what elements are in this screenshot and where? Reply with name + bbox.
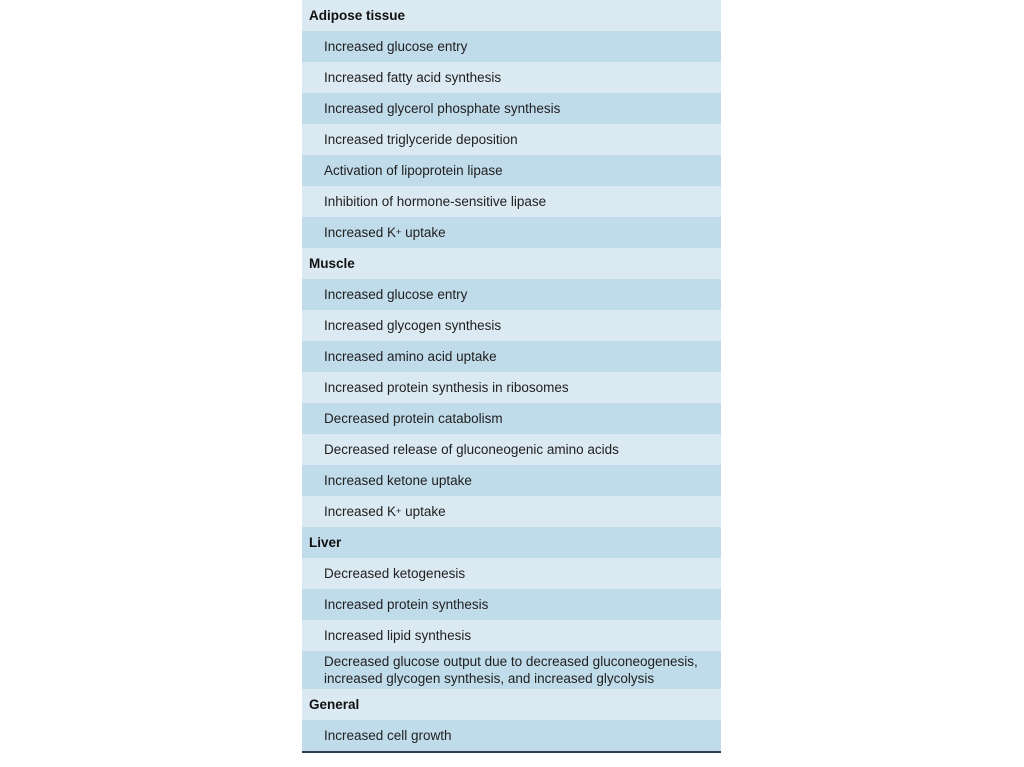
section-header-adipose-tissue: Adipose tissue — [302, 0, 721, 31]
table-row-text: uptake — [401, 504, 446, 519]
table-row: Increased triglyceride deposition — [302, 124, 721, 155]
table-row: Increased glycogen synthesis — [302, 310, 721, 341]
table-row: Increased protein synthesis — [302, 589, 721, 620]
table-row: Increased ketone uptake — [302, 465, 721, 496]
table-row: Increased K + uptake — [302, 496, 721, 527]
table-row: Decreased glucose output due to decreased gluconeogenesis, increased glycogen synthesis, and increased glycolysis — [302, 651, 721, 689]
table-row: Decreased release of gluconeogenic amino acids — [302, 434, 721, 465]
table-row-text: Increased K — [324, 504, 397, 519]
table-row: Increased glucose entry — [302, 31, 721, 62]
table-row: Activation of lipoprotein lipase — [302, 155, 721, 186]
table-row: Decreased protein catabolism — [302, 403, 721, 434]
table-row: Increased fatty acid synthesis — [302, 62, 721, 93]
table-row: Inhibition of hormone-sensitive lipase — [302, 186, 721, 217]
section-header-general: General — [302, 689, 721, 720]
table-row: Increased glycerol phosphate synthesis — [302, 93, 721, 124]
table-row: Increased K + uptake — [302, 217, 721, 248]
insulin-effects-table — [302, 0, 721, 753]
table-row: Increased amino acid uptake — [302, 341, 721, 372]
table-row: Increased lipid synthesis — [302, 620, 721, 651]
table-row: Decreased ketogenesis — [302, 558, 721, 589]
section-header-liver: Liver — [302, 527, 721, 558]
table-row: Increased protein synthesis in ribosomes — [302, 372, 721, 403]
table-row-text: uptake — [401, 225, 446, 240]
table-row: Increased glucose entry — [302, 279, 721, 310]
table-row: Increased cell growth — [302, 720, 721, 751]
section-header-muscle: Muscle — [302, 248, 721, 279]
table-row-text: Increased K — [324, 225, 397, 240]
